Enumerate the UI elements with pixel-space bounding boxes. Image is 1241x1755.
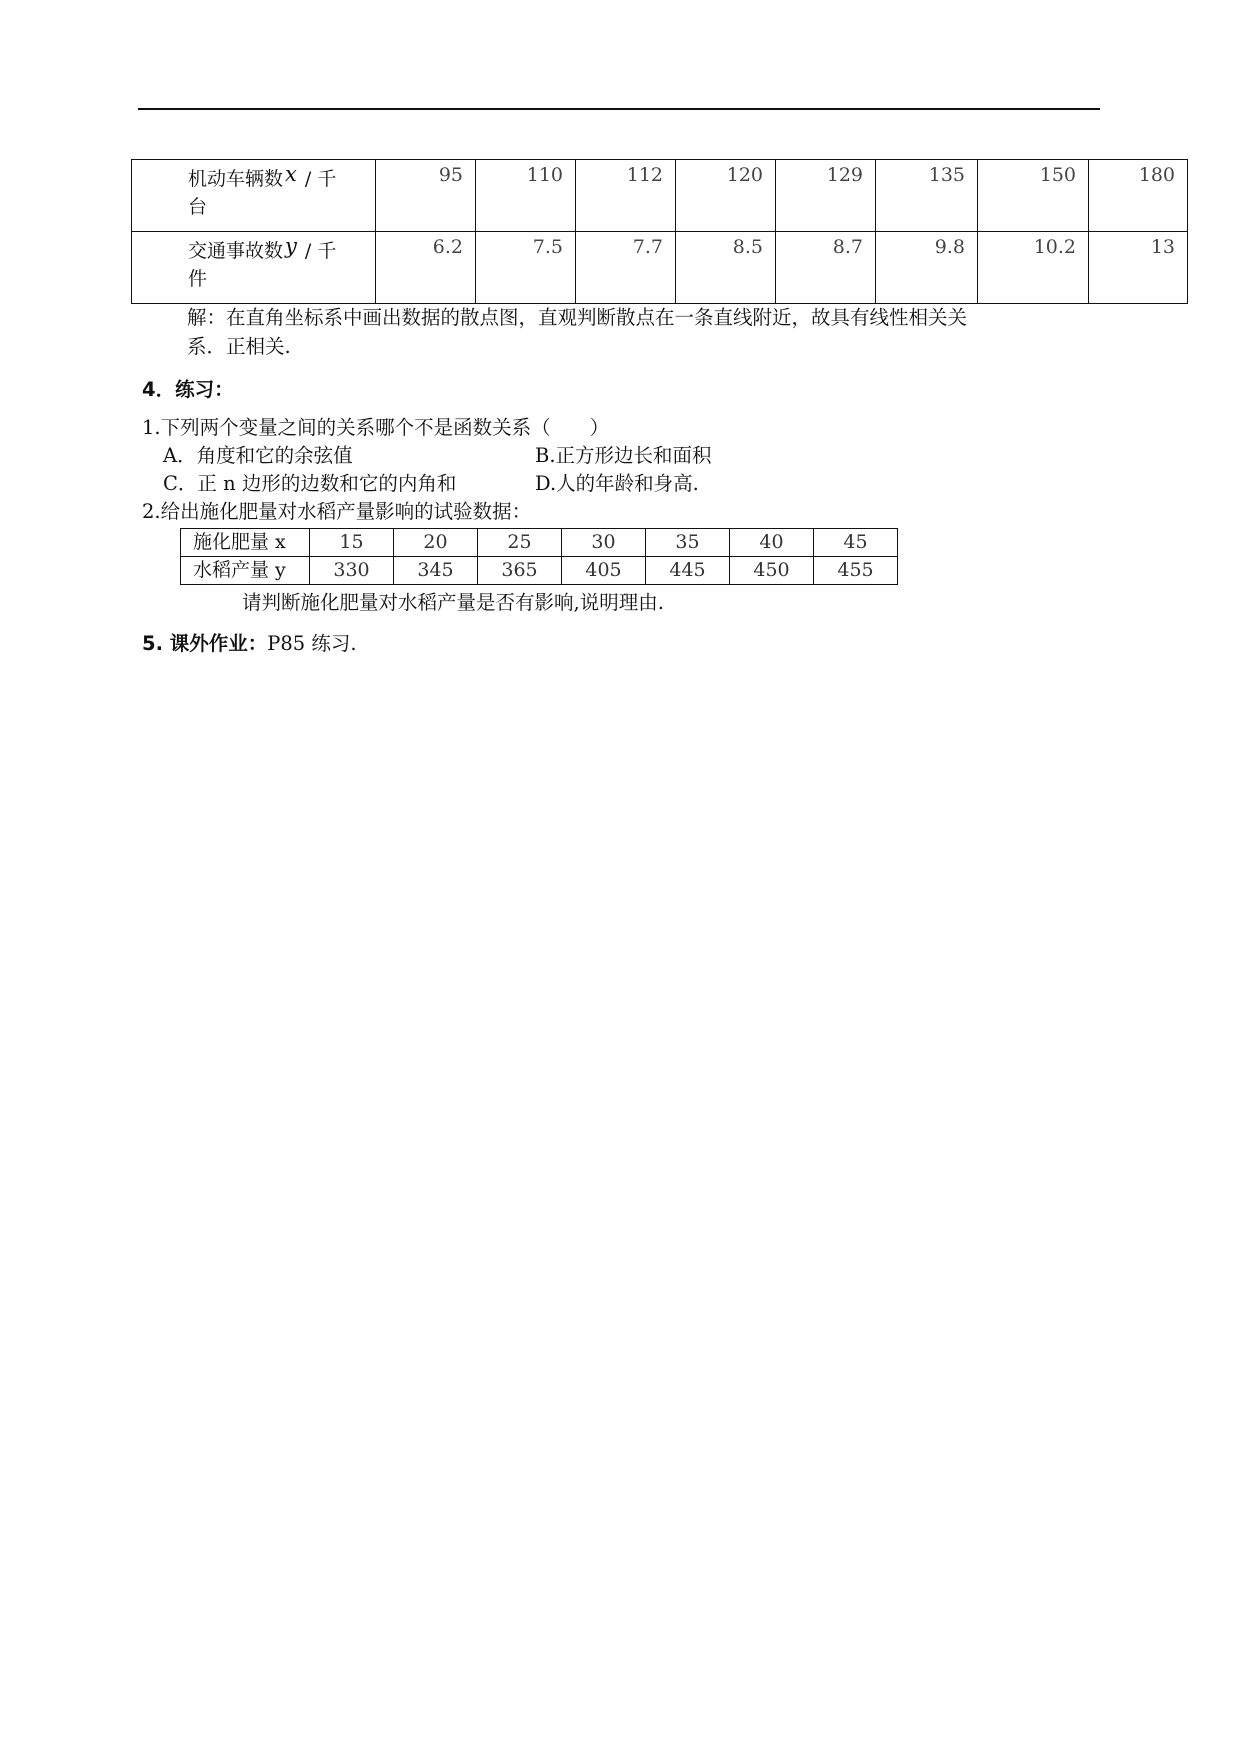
row-label-unit: / 千: [298, 240, 337, 262]
table-cell: 13: [1089, 232, 1188, 304]
table-cell: 35: [646, 529, 730, 557]
table-cell: 330: [310, 557, 394, 585]
table-cell: 120: [676, 160, 776, 232]
table-cell: 7.5: [476, 232, 576, 304]
row-label-unit-line2: 件: [188, 268, 208, 290]
row-label-text: 交通事故数: [188, 240, 284, 262]
row-label-accidents: [132, 232, 376, 304]
row-label-unit-line2: 台: [188, 196, 208, 218]
question-1-option-b: B.正方形边长和面积: [535, 444, 712, 467]
table-cell: 110: [476, 160, 576, 232]
section-5: [142, 630, 357, 658]
question-1-option-a: A．角度和它的余弦值: [163, 444, 353, 467]
question-1-option-d: D.人的年龄和身高.: [535, 472, 699, 495]
table-row: [181, 557, 898, 585]
row-label-fertilizer: 施化肥量 x: [181, 529, 310, 557]
table-cell: 30: [562, 529, 646, 557]
row-label-unit: / 千: [298, 168, 337, 190]
solution-line-2: 系．正相关.: [187, 335, 291, 358]
table-cell: 95: [376, 160, 476, 232]
fertilizer-yield-table: [180, 528, 898, 585]
variable-y: y: [285, 234, 297, 258]
table-cell: 112: [576, 160, 676, 232]
table-cell: 10.2: [978, 232, 1089, 304]
header-rule: [138, 108, 1100, 110]
table-cell: 450: [730, 557, 814, 585]
table-cell: 129: [776, 160, 876, 232]
table-row: [181, 529, 898, 557]
table-row: [132, 160, 1188, 232]
table-cell: 8.5: [676, 232, 776, 304]
section-5-heading: 5. 课外作业：: [142, 632, 268, 655]
table-cell: 455: [814, 557, 898, 585]
row-label-text: 机动车辆数: [188, 168, 284, 190]
table-cell: 9.8: [876, 232, 978, 304]
question-1-stem: 1.下列两个变量之间的关系哪个不是函数关系（ ）: [142, 416, 610, 439]
variable-x: x: [285, 162, 297, 186]
table-cell: 135: [876, 160, 978, 232]
table-cell: 40: [730, 529, 814, 557]
row-label-vehicles: [132, 160, 376, 232]
vehicle-accident-table: [131, 159, 1188, 304]
table-cell: 150: [978, 160, 1089, 232]
table-cell: 180: [1089, 160, 1188, 232]
table-cell: 8.7: [776, 232, 876, 304]
solution-line-1: 解：在直角坐标系中画出数据的散点图，直观判断散点在一条直线附近，故具有线性相关关: [187, 306, 968, 329]
section-4-heading: 4．练习：: [142, 378, 234, 401]
table-cell: 45: [814, 529, 898, 557]
table-cell: 345: [394, 557, 478, 585]
section-5-text: P85 练习.: [267, 632, 357, 655]
table-cell: 6.2: [376, 232, 476, 304]
question-2-stem: 2.给出施化肥量对水稻产量影响的试验数据：: [142, 500, 532, 523]
table-cell: 405: [562, 557, 646, 585]
table-cell: 7.7: [576, 232, 676, 304]
table-cell: 25: [478, 529, 562, 557]
table-cell: 365: [478, 557, 562, 585]
question-2-prompt: 请判断施化肥量对水稻产量是否有影响,说明理由.: [242, 591, 664, 614]
question-1-option-c: C．正 n 边形的边数和它的内角和: [163, 472, 457, 495]
row-label-yield: 水稻产量 y: [181, 557, 310, 585]
table-cell: 15: [310, 529, 394, 557]
table-cell: 445: [646, 557, 730, 585]
table-row: [132, 232, 1188, 304]
table-cell: 20: [394, 529, 478, 557]
